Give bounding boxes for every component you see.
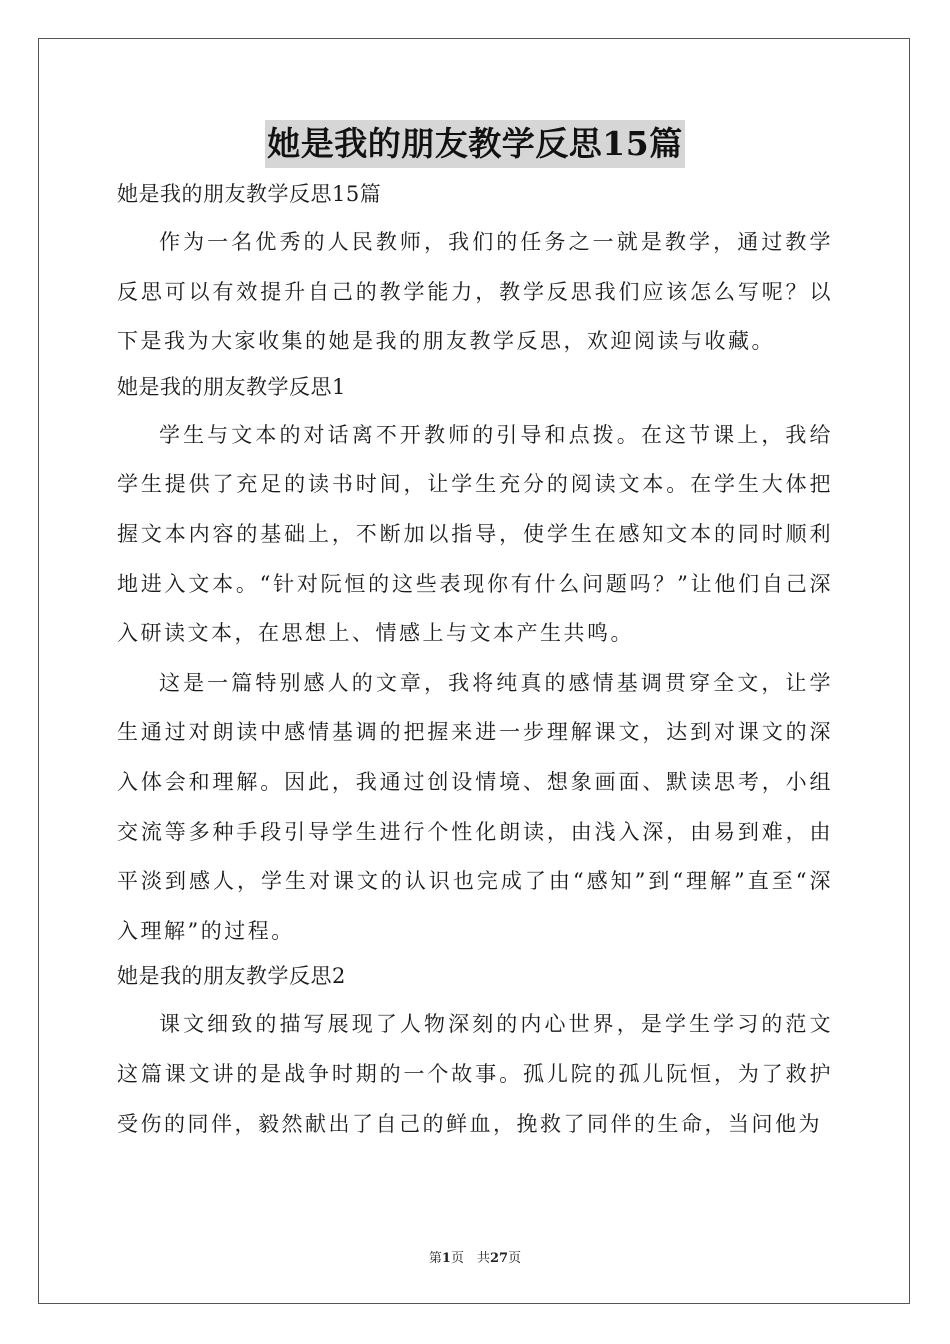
footer-page-mid: 页 共 bbox=[450, 1251, 490, 1266]
section-1-paragraph-1: 学生与文本的对话离不开教师的引导和点拨。在这节课上，我给学生提供了充足的读书时间，让学生充分的阅读文本。在学生大体把握文本内容的基础上，不断加以指导，使学生在感知文本的同时顺利地进入文本。“针对阮恒的这些表现你有什么问题吗？”让他们自己深入研读文本，在思想上、情感上与文本产生共鸣。 bbox=[117, 422, 833, 646]
footer-page-prefix: 第 bbox=[428, 1251, 442, 1266]
section-heading-1: 她是我的朋友教学反思1 bbox=[117, 374, 346, 399]
title-wrap bbox=[117, 120, 833, 172]
section-heading-2: 她是我的朋友教学反思2 bbox=[117, 964, 346, 989]
section-2-paragraph-1: 课文细致的描写展现了人物深刻的内心世界，是学生学习的范文这篇课文讲的是战争时期的一个故事。孤儿院的孤儿阮恒，为了救护受伤的同伴，毅然献出了自己的鲜血，挽救了同伴的生命，当问他为 bbox=[117, 1012, 833, 1136]
intro-paragraph: 作为一名优秀的人民教师，我们的任务之一就是教学，通过教学反思可以有效提升自己的教学能力，教学反思我们应该怎么写呢？以下是我为大家收集的她是我的朋友教学反思，欢迎阅读与收藏。 bbox=[117, 230, 833, 354]
document-subtitle: 她是我的朋友教学反思15篇 bbox=[117, 182, 382, 206]
footer-page-current: 1 bbox=[441, 1251, 451, 1266]
document-body bbox=[117, 120, 833, 1149]
page-footer bbox=[0, 1247, 950, 1266]
section-1-paragraph-2: 这是一篇特别感人的文章，我将纯真的感情基调贯穿全文，让学生通过对朗读中感情基调的把握来进一步理解课文，达到对课文的深入体会和理解。因此，我通过创设情境、想象画面、默读思考，小组交流等多种手段引导学生进行个性化朗读，由浅入深，由易到难，由平淡到感人，学生对课文的认识也完成了由“感知”到“理解”直至“深入理解”的过程。 bbox=[117, 670, 833, 943]
document-title: 她是我的朋友教学反思15篇 bbox=[265, 120, 684, 168]
footer-page-total: 27 bbox=[489, 1251, 509, 1266]
footer-page-suffix: 页 bbox=[508, 1251, 522, 1266]
